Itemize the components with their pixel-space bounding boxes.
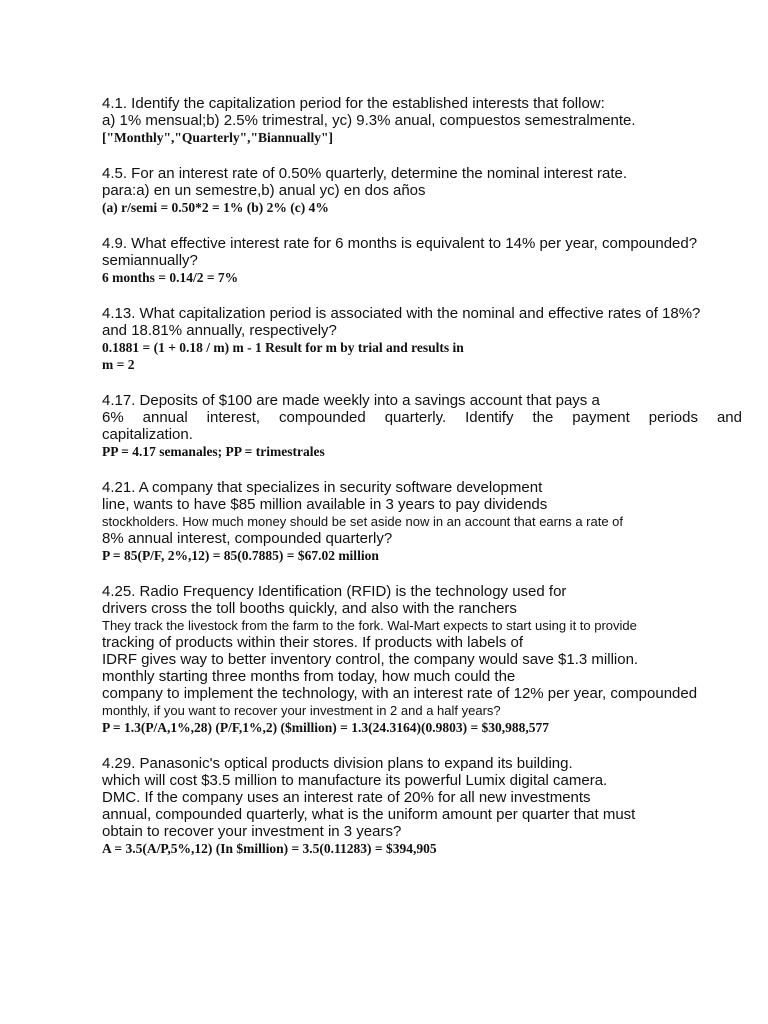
answer-line: P = 85(P/F, 2%,12) = 85(0.7885) = $67.02 million bbox=[102, 548, 379, 563]
problem-block bbox=[102, 165, 742, 216]
question-line: para:a) en un semestre,b) anual yc) en dos años bbox=[102, 182, 426, 199]
question-line: a) 1% mensual;b) 2.5% trimestral, yc) 9.3% anual, compuestos semestralmente. bbox=[102, 112, 636, 129]
answer-line: P = 1.3(P/A,1%,28) (P/F,1%,2) ($million) = 1.3(24.3164)(0.9803) = $30,988,577 bbox=[102, 720, 550, 735]
question-line: which will cost $3.5 million to manufacture its powerful Lumix digital camera. bbox=[102, 772, 608, 789]
question-line: obtain to recover your investment in 3 years? bbox=[102, 823, 402, 840]
question-line: 4.17. Deposits of $100 are made weekly into a savings account that pays a bbox=[102, 392, 600, 409]
answer-line: m = 2 bbox=[102, 357, 135, 372]
problem-list bbox=[102, 95, 742, 876]
problem-block bbox=[102, 583, 742, 736]
problem-block bbox=[102, 392, 742, 460]
question-line: capitalization. bbox=[102, 426, 193, 443]
answer-line: 6 months = 0.14/2 = 7% bbox=[102, 270, 239, 285]
problem-block bbox=[102, 479, 742, 564]
question-line: tracking of products within their stores. If products with labels of bbox=[102, 634, 524, 651]
problem-block bbox=[102, 235, 742, 286]
question-line: 4.5. For an interest rate of 0.50% quarterly, determine the nominal interest rate. bbox=[102, 165, 627, 182]
question-line: They track the livestock from the farm to the fork. Wal-Mart expects to start using it to provide bbox=[102, 618, 637, 633]
question-line: 4.9. What effective interest rate for 6 months is equivalent to 14% per year, compounded? bbox=[102, 235, 698, 252]
question-line: 4.1. Identify the capitalization period for the established interests that follow: bbox=[102, 95, 605, 112]
question-line: IDRF gives way to better inventory control, the company would save $1.3 million. bbox=[102, 651, 639, 668]
question-line: 4.21. A company that specializes in security software development bbox=[102, 479, 543, 496]
problem-block bbox=[102, 95, 742, 146]
question-line: 4.29. Panasonic's optical products division plans to expand its building. bbox=[102, 755, 573, 772]
question-line: 6% annual interest, compounded quarterly. Identify the payment periods and bbox=[102, 409, 742, 426]
answer-line: PP = 4.17 semanales; PP = trimestrales bbox=[102, 444, 325, 459]
problem-block bbox=[102, 755, 742, 857]
question-line: annual, compounded quarterly, what is the uniform amount per quarter that must bbox=[102, 806, 636, 823]
question-line: DMC. If the company uses an interest rate of 20% for all new investments bbox=[102, 789, 591, 806]
question-line: monthly starting three months from today, how much could the bbox=[102, 668, 516, 685]
question-line: drivers cross the toll booths quickly, and also with the ranchers bbox=[102, 600, 517, 617]
question-line: stockholders. How much money should be set aside now in an account that earns a rate of bbox=[102, 514, 624, 529]
answer-line: ["Monthly","Quarterly","Biannually"] bbox=[102, 130, 333, 145]
question-line: monthly, if you want to recover your investment in 2 and a half years? bbox=[102, 703, 501, 718]
answer-line: A = 3.5(A/P,5%,12) (In $million) = 3.5(0.11283) = $394,905 bbox=[102, 841, 437, 856]
question-line: 4.13. What capitalization period is associated with the nominal and effective rates of 18%? bbox=[102, 305, 701, 322]
question-line: semiannually? bbox=[102, 252, 198, 269]
question-line: and 18.81% annually, respectively? bbox=[102, 322, 337, 339]
answer-line: 0.1881 = (1 + 0.18 / m) m - 1 Result for m by trial and results in bbox=[102, 340, 464, 355]
question-line: 4.25. Radio Frequency Identification (RFID) is the technology used for bbox=[102, 583, 567, 600]
answer-line: (a) r/semi = 0.50*2 = 1% (b) 2% (c) 4% bbox=[102, 200, 329, 215]
question-line: line, wants to have $85 million available in 3 years to pay dividends bbox=[102, 496, 548, 513]
question-line: 8% annual interest, compounded quarterly? bbox=[102, 530, 393, 547]
question-line: company to implement the technology, with an interest rate of 12% per year, compounded bbox=[102, 685, 698, 702]
problem-block bbox=[102, 305, 742, 373]
